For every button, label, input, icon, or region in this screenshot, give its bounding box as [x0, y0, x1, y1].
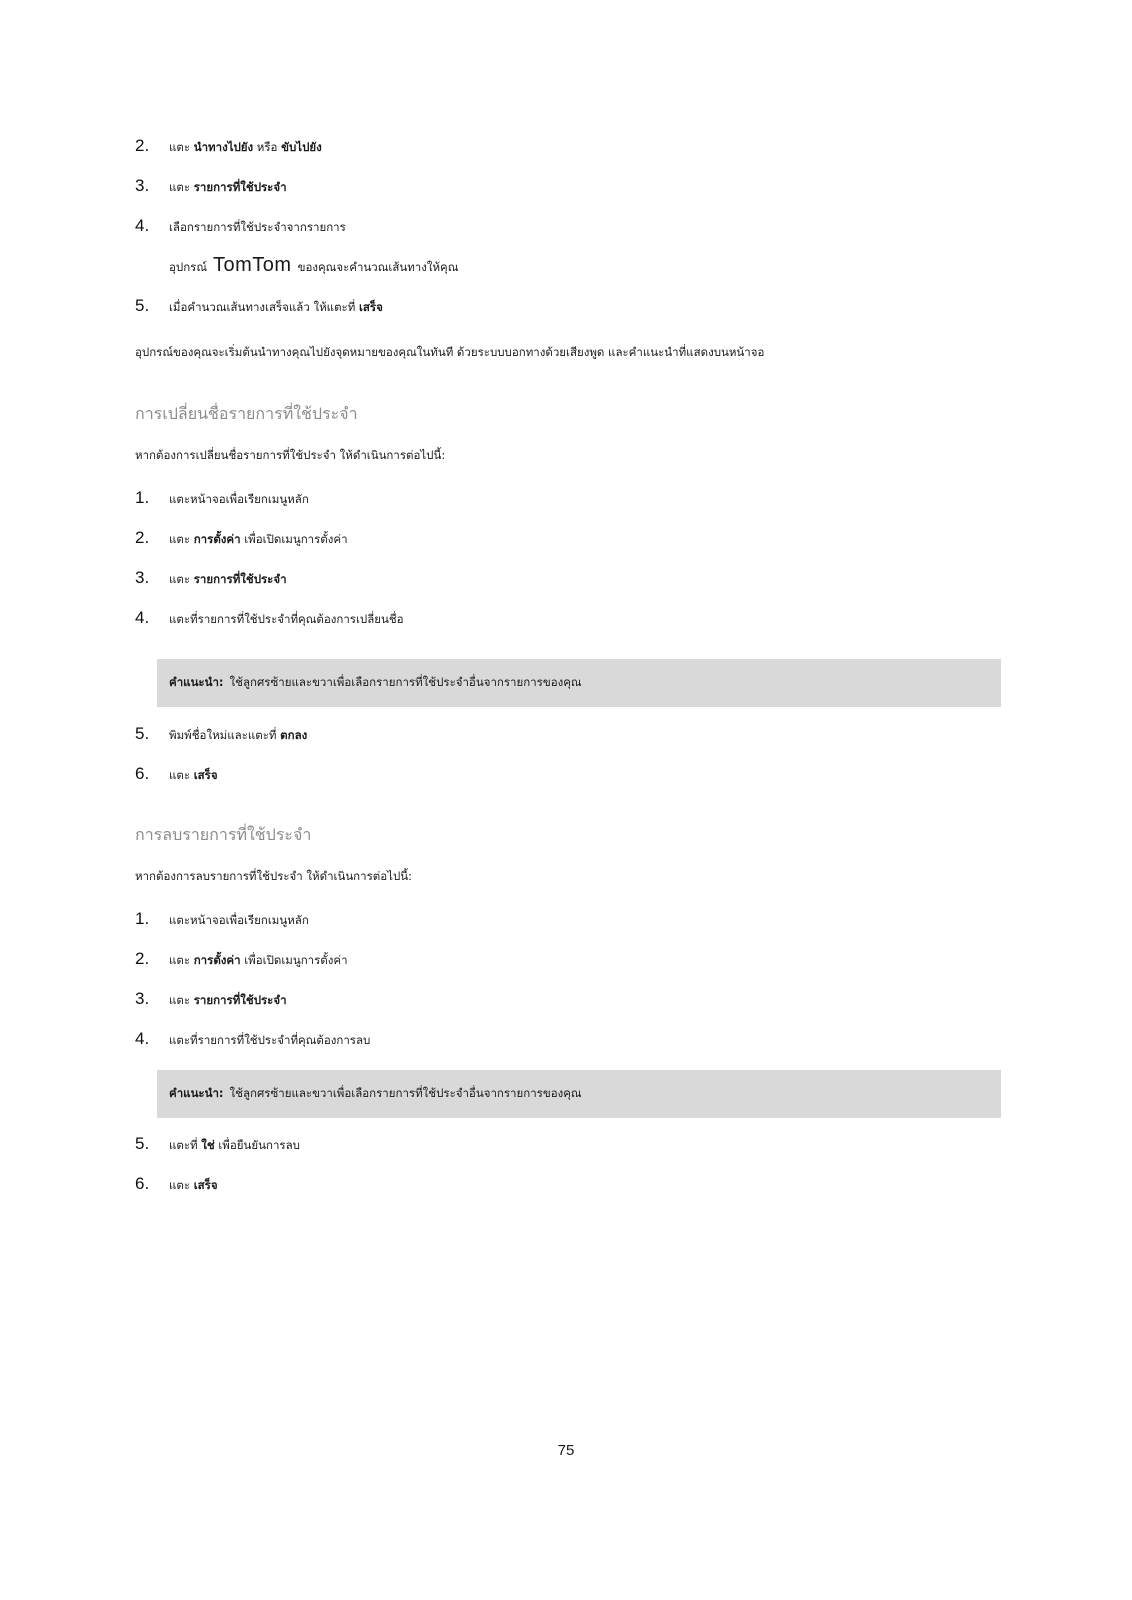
intro-paragraph: อุปกรณ์ของคุณจะเริ่มต้นนำทางคุณไปยังจุดหมายของคุณในทันที ด้วยระบบบอกทางด้วยเสียงพูด และคำแนะนำที่แสดงบนหน้าจอ: [135, 345, 765, 359]
step-text: แตะ การตั้งค่า เพื่อเปิดเมนูการตั้งค่า: [169, 953, 348, 967]
step-number: 4.: [135, 216, 150, 235]
section-heading-delete: การลบรายการที่ใช้ประจำ: [135, 825, 312, 844]
step-text: แตะที่ ใช่ เพื่อยืนยันการลบ: [169, 1138, 300, 1152]
step-item: [135, 528, 348, 549]
step-text: แตะที่รายการที่ใช้ประจำที่คุณต้องการเปลี่ยนชื่อ: [169, 612, 404, 626]
step-item: [135, 989, 287, 1010]
tip-label: คำแนะนำ:: [169, 1086, 224, 1100]
step-item: [135, 608, 404, 629]
step-item: [135, 1029, 370, 1050]
step-number: 4.: [135, 1029, 150, 1048]
tip-text: ใช้ลูกศรซ้ายและขวาเพื่อเลือกรายการที่ใช้ประจำอื่นจากรายการของคุณ: [229, 1086, 582, 1100]
brand-name: TomTom: [213, 254, 292, 276]
step-text: แตะ นำทางไปยัง หรือ ขับไปยัง: [169, 140, 322, 154]
step-number: 2.: [135, 136, 150, 155]
step-text: แตะ การตั้งค่า เพื่อเปิดเมนูการตั้งค่า: [169, 532, 348, 546]
step-number: 3.: [135, 176, 150, 195]
step-number: 4.: [135, 608, 150, 627]
step-number: 2.: [135, 949, 150, 968]
section-intro: หากต้องการเปลี่ยนชื่อรายการที่ใช้ประจำ ให้ดำเนินการต่อไปนี้:: [135, 448, 446, 462]
step-number: 1.: [135, 909, 150, 928]
step-text: แตะที่รายการที่ใช้ประจำที่คุณต้องการลบ: [169, 1033, 371, 1047]
step-text: แตะ รายการที่ใช้ประจำ: [169, 180, 287, 194]
page-number: 75: [557, 1442, 575, 1459]
tip-box: [157, 659, 1001, 707]
step-number: 5.: [135, 724, 150, 743]
step-item: [135, 764, 218, 785]
step-number: 2.: [135, 528, 150, 547]
step-text: เลือกรายการที่ใช้ประจำจากรายการ: [169, 220, 346, 234]
tip-text: ใช้ลูกศรซ้ายและขวาเพื่อเลือกรายการที่ใช้ประจำอื่นจากรายการของคุณ: [229, 675, 582, 689]
step-number: 5.: [135, 296, 150, 315]
tip-label: คำแนะนำ:: [169, 675, 224, 689]
step-number: 6.: [135, 1174, 150, 1193]
tip-box: [157, 1070, 1001, 1118]
step-item: [135, 568, 287, 589]
step-item: [135, 724, 307, 745]
step-number: 6.: [135, 764, 150, 783]
step-item: [135, 1134, 300, 1155]
step-item: [135, 488, 309, 509]
step-text: เมื่อคำนวณเส้นทางเสร็จแล้ว ให้แตะที่ เสร็จ: [169, 300, 383, 314]
step-text: แตะ เสร็จ: [169, 768, 218, 782]
step-text: พิมพ์ชื่อใหม่และแตะที่ ตกลง: [169, 728, 308, 742]
step-item: [135, 909, 309, 930]
step-item: [135, 136, 322, 157]
section-heading-rename: การเปลี่ยนชื่อรายการที่ใช้ประจำ: [135, 404, 358, 423]
step-number: 5.: [135, 1134, 150, 1153]
step-number: 3.: [135, 568, 150, 587]
step-item: [135, 949, 348, 970]
step-text: แตะหน้าจอเพื่อเรียกเมนูหลัก: [169, 913, 309, 927]
step-text: แตะ รายการที่ใช้ประจำ: [169, 993, 287, 1007]
step-item: [135, 216, 346, 237]
step-item: [135, 296, 383, 317]
step-item: [135, 176, 287, 197]
step-continuation: อุปกรณ์ TomTom ของคุณจะคำนวณเส้นทางให้คุณ: [169, 254, 459, 276]
step-item: [135, 1174, 218, 1195]
section-intro: หากต้องการลบรายการที่ใช้ประจำ ให้ดำเนินการต่อไปนี้:: [135, 869, 412, 883]
step-text: แตะ เสร็จ: [169, 1178, 218, 1192]
step-number: 3.: [135, 989, 150, 1008]
step-text: แตะหน้าจอเพื่อเรียกเมนูหลัก: [169, 492, 309, 506]
step-text: แตะ รายการที่ใช้ประจำ: [169, 572, 287, 586]
step-number: 1.: [135, 488, 150, 507]
